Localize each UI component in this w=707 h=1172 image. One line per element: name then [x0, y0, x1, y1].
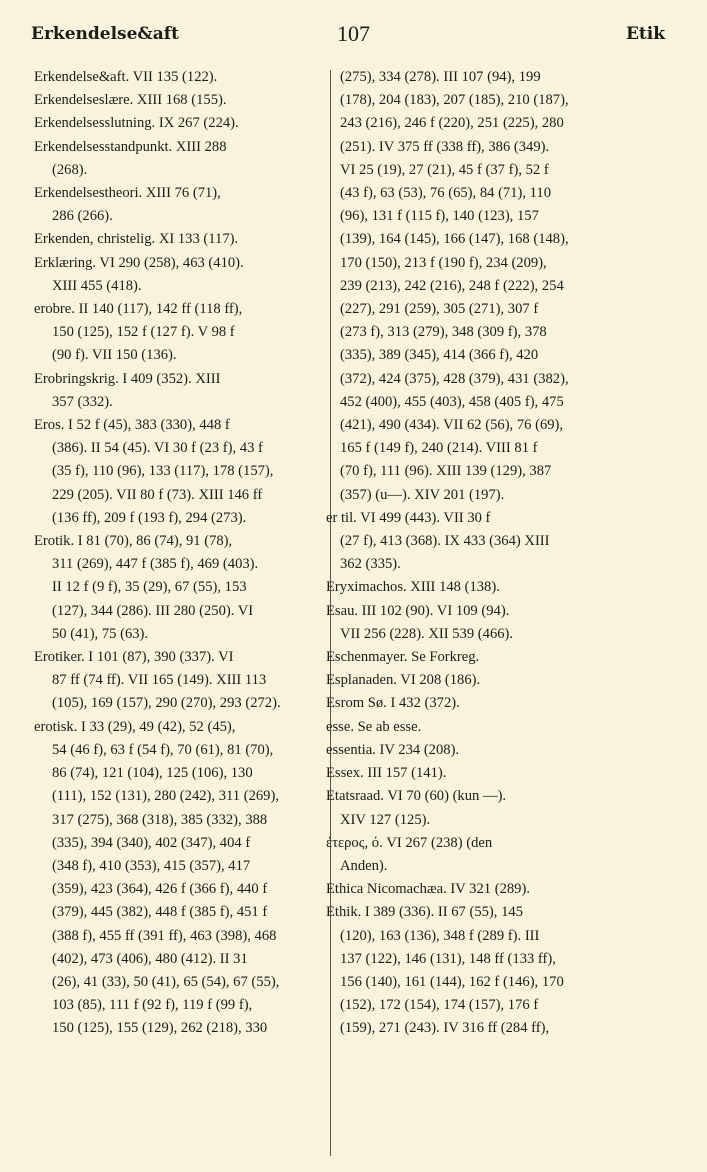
index-line: έτερος, ό. VI 267 (238) (den — [326, 834, 493, 851]
index-line: 137 (122), 146 (131), 148 ff (133 ff), — [340, 950, 556, 967]
index-line: Etatsraad. VI 70 (60) (kun —). — [326, 788, 507, 805]
index-line: XIV 127 (125). — [340, 811, 431, 828]
index-line: (357) (u—). XIV 201 (197). — [340, 486, 505, 503]
index-line: 50 (41), 75 (63). — [52, 625, 149, 642]
index-line: 229 (205). VII 80 f (73). XIII 146 ff — [52, 486, 263, 503]
index-line: 54 (46 f), 63 f (54 f), 70 (61), 81 (70), — [52, 741, 274, 758]
index-line: Essex. III 157 (141). — [326, 765, 447, 782]
index-line: (178), 204 (183), 207 (185), 210 (187), — [340, 92, 569, 109]
index-line: (127), 344 (286). III 280 (250). VI — [52, 602, 254, 619]
index-line: erotisk. I 33 (29), 49 (42), 52 (45), — [34, 718, 236, 735]
index-line: 311 (269), 447 f (385 f), 469 (403). — [52, 556, 259, 573]
index-line: (159), 271 (243). IV 316 ff (284 ff), — [340, 1020, 550, 1037]
index-line: XIII 455 (418). — [52, 277, 142, 294]
index-line: (43 f), 63 (53), 76 (65), 84 (71), 110 — [340, 185, 552, 202]
index-line: 87 ff (74 ff). VII 165 (149). XIII 113 — [52, 672, 267, 689]
index-line: Ethica Nicomachæa. IV 321 (289). — [326, 881, 530, 898]
running-head-left: Erkendelse&aft — [31, 24, 179, 44]
index-line: 103 (85), 111 f (92 f), 119 f (99 f), — [52, 997, 253, 1014]
index-line: (139), 164 (145), 166 (147), 168 (148), — [340, 231, 569, 248]
index-line: (335), 394 (340), 402 (347), 404 f — [52, 834, 251, 851]
index-line: Eros. I 52 f (45), 383 (330), 448 f — [34, 417, 230, 434]
index-line: (388 f), 455 ff (391 ff), 463 (398), 468 — [52, 927, 277, 944]
index-line: (372), 424 (375), 428 (379), 431 (382), — [340, 370, 569, 387]
index-line: Esplanaden. VI 208 (186). — [326, 672, 481, 689]
index-line: Erotik. I 81 (70), 86 (74), 91 (78), — [34, 533, 233, 550]
page-header — [0, 0, 707, 60]
index-line: (70 f), 111 (96). XIII 139 (129), 387 — [340, 463, 552, 480]
index-line: (379), 445 (382), 448 f (385 f), 451 f — [52, 904, 268, 921]
index-line: (96), 131 f (115 f), 140 (123), 157 — [340, 208, 539, 225]
index-line: (152), 172 (154), 174 (157), 176 f — [340, 997, 539, 1014]
index-line: 362 (335). — [340, 556, 401, 573]
index-line: (27 f), 413 (368). IX 433 (364) XIII — [340, 533, 550, 550]
index-line: II 12 f (9 f), 35 (29), 67 (55), 153 — [52, 579, 247, 596]
running-head-right: Etik — [625, 24, 665, 44]
index-line: er til. VI 499 (443). VII 30 f — [326, 509, 491, 526]
index-line: (273 f), 313 (279), 348 (309 f), 378 — [340, 324, 547, 341]
index-line: (105), 169 (157), 290 (270), 293 (272). — [52, 695, 281, 712]
index-line: (90 f). VII 150 (136). — [52, 347, 177, 364]
index-line: (421), 490 (434). VII 62 (56), 76 (69), — [340, 417, 564, 434]
index-line: Erkendelse&aft. VII 135 (122). — [34, 69, 218, 85]
index-line: VI 25 (19), 27 (21), 45 f (37 f), 52 f — [340, 161, 549, 178]
index-line: (227), 291 (259), 305 (271), 307 f — [340, 301, 539, 318]
index-line: (402), 473 (406), 480 (412). II 31 — [52, 950, 248, 967]
index-line: Erkenden, christelig. XI 133 (117). — [34, 231, 239, 248]
index-line: (268). — [52, 161, 88, 178]
index-line: 243 (216), 246 f (220), 251 (225), 280 — [340, 115, 564, 132]
index-line: 165 f (149 f), 240 (214). VIII 81 f — [340, 440, 538, 457]
index-line: Erklæring. VI 290 (258), 463 (410). — [34, 254, 244, 271]
index-line: (386). II 54 (45). VI 30 f (23 f), 43 f — [52, 440, 263, 457]
index-line: erobre. II 140 (117), 142 ff (118 ff), — [34, 301, 243, 318]
index-line: (275), 334 (278). III 107 (94), 199 — [340, 69, 541, 85]
index-line: Eschenmayer. Se Forkreg. — [326, 649, 480, 666]
index-line: Erkendelsestheori. XIII 76 (71), — [34, 185, 221, 202]
right-column — [326, 66, 672, 1041]
index-line: Esau. III 102 (90). VI 109 (94). — [326, 602, 510, 619]
index-line: Ethik. I 389 (336). II 67 (55), 145 — [326, 904, 523, 921]
index-line: 170 (150), 213 f (190 f), 234 (209), — [340, 254, 547, 271]
index-line: (136 ff), 209 f (193 f), 294 (273). — [52, 509, 247, 526]
index-line: 357 (332). — [52, 393, 113, 410]
index-line: Erkendelsesslutning. IX 267 (224). — [34, 115, 239, 132]
index-line: Eryximachos. XIII 148 (138). — [326, 579, 500, 596]
index-line: (251). IV 375 ff (338 ff), 386 (349). — [340, 138, 550, 155]
index-line: 156 (140), 161 (144), 162 f (146), 170 — [340, 973, 564, 990]
index-line: Erotiker. I 101 (87), 390 (337). VI — [34, 649, 234, 666]
index-line: (359), 423 (364), 426 f (366 f), 440 f — [52, 881, 268, 898]
index-line: Erobringskrig. I 409 (352). XIII — [34, 370, 221, 387]
index-line: (120), 163 (136), 348 f (289 f). III — [340, 927, 540, 944]
left-column — [34, 66, 322, 1041]
page-number: 107 — [337, 21, 370, 46]
index-line: VII 256 (228). XII 539 (466). — [340, 625, 514, 642]
index-line: 317 (275), 368 (318), 385 (332), 388 — [52, 811, 268, 828]
index-line: (348 f), 410 (353), 415 (357), 417 — [52, 857, 251, 874]
index-line: 286 (266). — [52, 208, 113, 225]
index-line: Anden). — [340, 857, 388, 874]
index-line: (35 f), 110 (96), 133 (117), 178 (157), — [52, 463, 274, 480]
index-line: Esrom Sø. I 432 (372). — [326, 695, 460, 712]
index-line: esse. Se ab esse. — [326, 718, 422, 735]
index-line: 86 (74), 121 (104), 125 (106), 130 — [52, 765, 253, 782]
index-line: (335), 389 (345), 414 (366 f), 420 — [340, 347, 539, 364]
index-line: (111), 152 (131), 280 (242), 311 (269), — [52, 788, 279, 805]
index-line: 150 (125), 152 f (127 f). V 98 f — [52, 324, 235, 341]
index-line: (26), 41 (33), 50 (41), 65 (54), 67 (55), — [52, 973, 280, 990]
index-line: 452 (400), 455 (403), 458 (405 f), 475 — [340, 393, 564, 410]
index-line: 239 (213), 242 (216), 248 f (222), 254 — [340, 277, 564, 294]
index-line: 150 (125), 155 (129), 262 (218), 330 — [52, 1020, 268, 1037]
index-line: Erkendelsesstandpunkt. XIII 288 — [34, 138, 227, 155]
index-line: Erkendelseslære. XIII 168 (155). — [34, 92, 227, 109]
index-line: essentia. IV 234 (208). — [326, 741, 460, 758]
